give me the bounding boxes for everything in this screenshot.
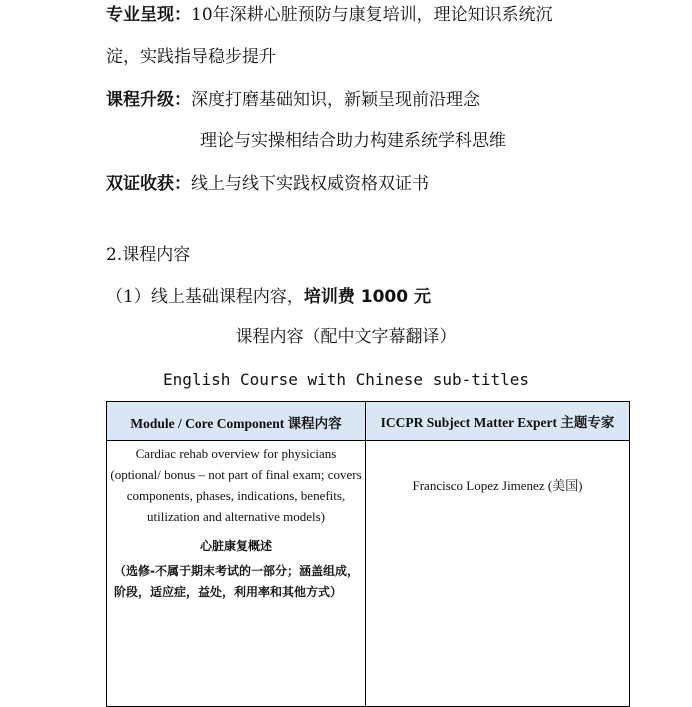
- certificate-text: 线上与线下实践权威资格双证书: [191, 174, 429, 194]
- intro-line-certificate: [106, 172, 429, 196]
- upgrade-label: 课程升级：: [106, 90, 191, 110]
- professional-text: 10年深耕心脏预防与康复培训，理论知识系统沉: [191, 5, 553, 25]
- intro-line-upgrade: [106, 88, 480, 112]
- section-heading: 2.课程内容: [106, 245, 191, 265]
- subsection-heading: [106, 285, 431, 309]
- intro-line-professional: [106, 3, 553, 27]
- caption-english: English Course with Chinese sub-titles: [162, 370, 530, 389]
- module-cell: [107, 441, 366, 707]
- upgrade-text: 深度打磨基础知识，新颖呈现前沿理念: [191, 90, 480, 110]
- table-row: [107, 441, 630, 707]
- header-module: Module / Core Component 课程内容: [107, 402, 366, 441]
- course-table: [106, 401, 630, 707]
- professional-label: 专业呈现：: [106, 5, 191, 25]
- subsection-prefix: （1）线上基础课程内容，: [106, 287, 304, 307]
- table-header-row: [107, 402, 630, 441]
- intro-line-upgrade-cont: 理论与实操相结合助力构建系统学科思维: [200, 131, 506, 151]
- caption-chinese: 课程内容（配中文字幕翻译）: [235, 327, 457, 347]
- certificate-label: 双证收获：: [106, 174, 191, 194]
- expert-cell: Francisco Lopez Jimenez (美国): [366, 441, 630, 707]
- module-english: Cardiac rehab overview for physicians (optional/ bonus – not part of final exam; covers components, phases, indications, benefits, utilization and alternative models): [110, 446, 362, 524]
- intro-line-professional-cont: 淀，实践指导稳步提升: [106, 47, 276, 67]
- header-expert: ICCPR Subject Matter Expert 主题专家: [366, 402, 630, 441]
- fee-text: 培训费 1000 元: [303, 287, 431, 307]
- module-chinese-title: 心脏康复概述: [199, 539, 272, 553]
- module-chinese-desc: （选修-不属于期末考试的一部分；涵盖组成，阶段，适应症，益处，利用率和其他方式）: [114, 564, 359, 599]
